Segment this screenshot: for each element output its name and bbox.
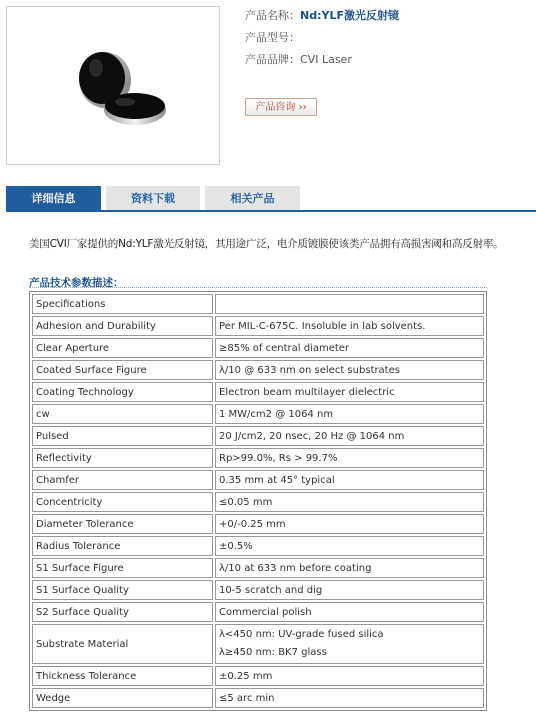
product-inquiry-button[interactable]: 产品咨询 ›› bbox=[245, 98, 317, 116]
spec-label: Concentricity bbox=[32, 492, 213, 512]
spec-value: +0/-0.25 mm bbox=[215, 514, 484, 534]
product-info bbox=[245, 8, 399, 74]
spec-label: Coated Surface Figure bbox=[32, 360, 213, 380]
table-row bbox=[32, 688, 484, 708]
spec-value: Commercial polish bbox=[215, 602, 484, 622]
table-row bbox=[32, 514, 484, 534]
spec-label: S1 Surface Quality bbox=[32, 580, 213, 600]
spec-value: Per MIL-C-675C. Insoluble in lab solvents. bbox=[215, 316, 484, 336]
spec-label: S1 Surface Figure bbox=[32, 558, 213, 578]
spec-label: Thickness Tolerance bbox=[32, 666, 213, 686]
table-row bbox=[32, 382, 484, 402]
table-row bbox=[32, 404, 484, 424]
spec-value: 20 J/cm2, 20 nsec, 20 Hz @ 1064 nm bbox=[215, 426, 484, 446]
spec-label: Adhesion and Durability bbox=[32, 316, 213, 336]
spec-label: Wedge bbox=[32, 688, 213, 708]
spec-label: S2 Surface Quality bbox=[32, 602, 213, 622]
spec-value: ≤5 arc min bbox=[215, 688, 484, 708]
table-row bbox=[32, 448, 484, 468]
table-row bbox=[32, 558, 484, 578]
table-row bbox=[32, 316, 484, 336]
tab-bar bbox=[6, 186, 536, 211]
tab-details[interactable]: 详细信息 bbox=[6, 186, 101, 211]
spec-value: λ/10 at 633 nm before coating bbox=[215, 558, 484, 578]
tab-related-products[interactable]: 相关产品 bbox=[205, 186, 300, 211]
table-row bbox=[32, 536, 484, 556]
product-brand-value: CVI Laser bbox=[300, 53, 352, 66]
table-row bbox=[32, 602, 484, 622]
table-row bbox=[32, 360, 484, 380]
spec-label: Clear Aperture bbox=[32, 338, 213, 358]
spec-label: Specifications bbox=[32, 294, 213, 314]
table-row bbox=[32, 294, 484, 314]
product-description: 美国CVI厂家提供的Nd:YLF激光反射镜，其用途广泛，电介质镀膜使该类产品拥有高损害阈和高反射率。 bbox=[29, 238, 504, 250]
table-row bbox=[32, 470, 484, 490]
spec-label: Radius Tolerance bbox=[32, 536, 213, 556]
table-row bbox=[32, 580, 484, 600]
spec-table bbox=[29, 291, 487, 711]
spec-label: Substrate Material bbox=[32, 624, 213, 664]
table-row bbox=[32, 666, 484, 686]
product-name-row bbox=[245, 8, 399, 30]
spec-label: Coating Technology bbox=[32, 382, 213, 402]
spec-value: Rp>99.0%, Rs > 99.7% bbox=[215, 448, 484, 468]
table-row bbox=[32, 426, 484, 446]
laser-mirror-image bbox=[7, 7, 219, 164]
product-image bbox=[6, 6, 220, 165]
spec-value: 1 MW/cm2 @ 1064 nm bbox=[215, 404, 484, 424]
table-row bbox=[32, 492, 484, 512]
spec-label: Chamfer bbox=[32, 470, 213, 490]
spec-value: ±0.5% bbox=[215, 536, 484, 556]
spec-value: ≥85% of central diameter bbox=[215, 338, 484, 358]
product-name-label: 产品名称： bbox=[245, 9, 300, 22]
spec-value: Electron beam multilayer dielectric bbox=[215, 382, 484, 402]
product-model-label: 产品型号： bbox=[245, 31, 300, 44]
tab-divider bbox=[6, 210, 536, 212]
product-model-row bbox=[245, 30, 399, 52]
spec-divider bbox=[29, 287, 487, 288]
product-brand-label: 产品品牌： bbox=[245, 53, 300, 66]
table-row bbox=[32, 624, 484, 664]
product-brand-row bbox=[245, 52, 399, 74]
spec-value: 10-5 scratch and dig bbox=[215, 580, 484, 600]
table-row bbox=[32, 338, 484, 358]
spec-section-title: 产品技术参数描述： bbox=[29, 277, 124, 289]
tab-downloads[interactable]: 资料下载 bbox=[106, 186, 200, 211]
spec-label: cw bbox=[32, 404, 213, 424]
spec-value: 0.35 mm at 45° typical bbox=[215, 470, 484, 490]
product-name-value: Nd:YLF激光反射镜 bbox=[300, 9, 399, 22]
spec-value-line: λ≥450 nm: BK7 glass bbox=[219, 647, 327, 658]
spec-label: Reflectivity bbox=[32, 448, 213, 468]
spec-value-multiline bbox=[215, 624, 484, 664]
spec-label: Pulsed bbox=[32, 426, 213, 446]
spec-value: λ/10 @ 633 nm on select substrates bbox=[215, 360, 484, 380]
spec-value-line: λ<450 nm: UV-grade fused silica bbox=[219, 629, 384, 640]
spec-value: ≤0.05 mm bbox=[215, 492, 484, 512]
spec-label: Diameter Tolerance bbox=[32, 514, 213, 534]
spec-value bbox=[215, 294, 484, 314]
spec-value: ±0.25 mm bbox=[215, 666, 484, 686]
